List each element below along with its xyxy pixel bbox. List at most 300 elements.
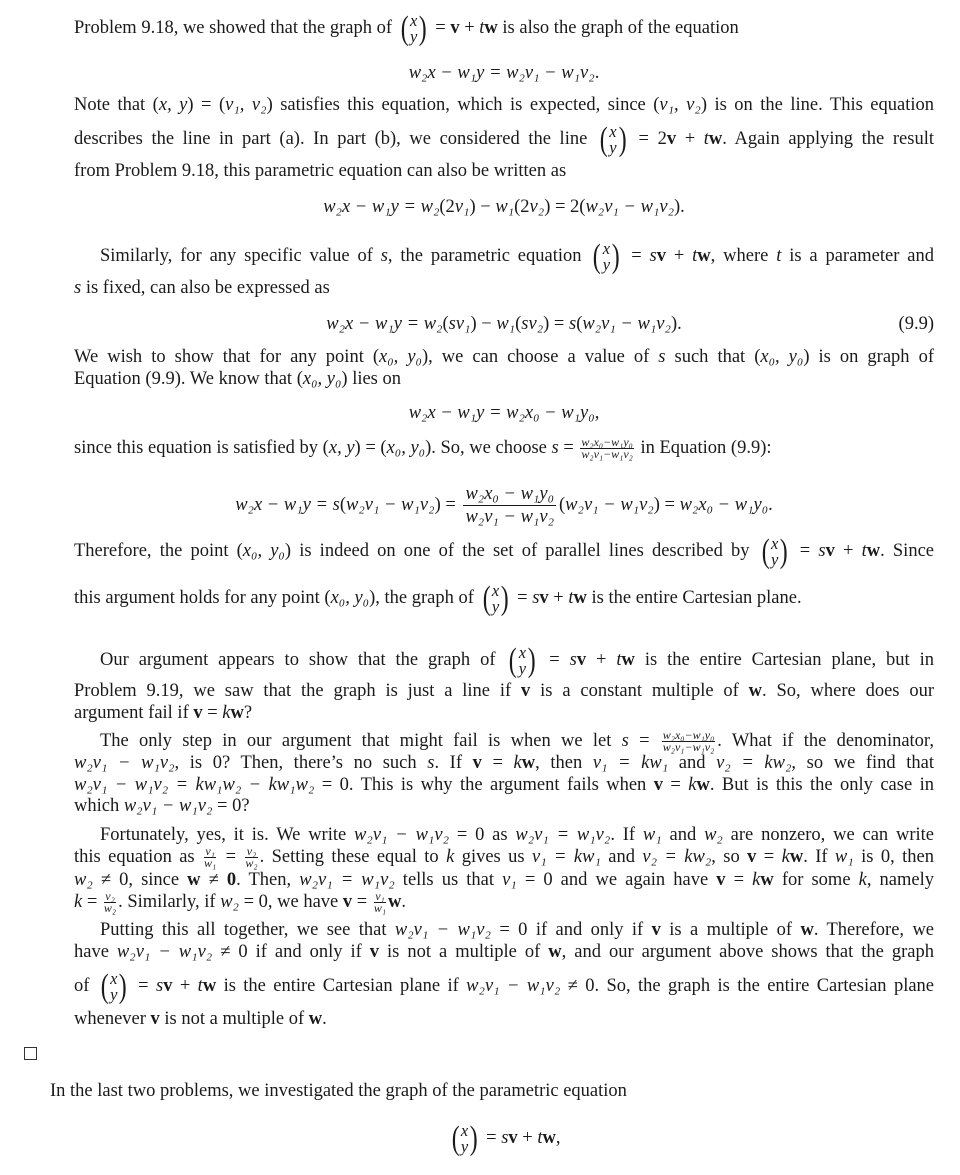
math-expression: w₂v₁ − w₁v₂ xyxy=(466,976,561,996)
text: = xyxy=(558,438,579,458)
math-expression: t xyxy=(537,1128,543,1148)
vector-entry: x xyxy=(491,580,500,600)
math-expression: w₂ xyxy=(220,892,239,912)
text: = 2 xyxy=(629,129,667,149)
math-expression: v₁ xyxy=(502,870,517,890)
math-expression: w₂v₁ − w₁v₂ xyxy=(74,753,175,773)
bold-vector: v xyxy=(163,976,173,996)
text: ) is on graph of xyxy=(803,347,934,367)
column-vector xyxy=(450,1119,480,1157)
text: in Equation (9.9): xyxy=(635,438,772,458)
math-expression: w₂v₁ − w₁v₂ xyxy=(585,197,675,217)
text-line xyxy=(74,1007,934,1031)
text-line xyxy=(74,751,934,775)
denominator: w₂v₁−w₁v₂ xyxy=(581,447,633,462)
text-line-content xyxy=(448,1119,561,1157)
text: = xyxy=(539,650,570,670)
text: . Since xyxy=(880,541,934,561)
text: ( xyxy=(442,314,449,334)
text-line xyxy=(74,483,934,527)
text: = xyxy=(628,731,660,751)
text: argument fail if xyxy=(74,703,194,723)
text: + xyxy=(665,246,693,266)
bold-vector: v xyxy=(539,588,549,608)
text-line xyxy=(74,436,934,460)
fraction xyxy=(463,483,556,528)
numerator: v₂ xyxy=(105,889,115,904)
text: . xyxy=(768,494,773,515)
equation-number: (9.9) xyxy=(898,314,934,334)
math-expression: t xyxy=(616,650,622,670)
text-line xyxy=(74,367,934,391)
fraction xyxy=(245,846,257,869)
text: is 0, then xyxy=(853,847,934,867)
bold-vector: w xyxy=(866,541,881,561)
text-line-content xyxy=(74,940,934,964)
text: ≠ xyxy=(200,870,227,890)
column-vector xyxy=(507,641,537,679)
bold-vector: v xyxy=(508,1128,518,1148)
text: = xyxy=(725,870,753,890)
text-line-content xyxy=(74,868,934,892)
vector-entry: y xyxy=(410,26,418,46)
text: is a parameter and xyxy=(781,246,934,266)
text: , so xyxy=(711,847,748,867)
math-expression: x₀, y₀ xyxy=(302,369,342,389)
text: ) = xyxy=(434,494,461,515)
text-line xyxy=(74,93,934,117)
text: ? xyxy=(243,703,253,723)
text: have xyxy=(74,942,117,962)
numerator: v₁ xyxy=(375,889,385,904)
left-paren: ( xyxy=(400,9,409,47)
text: ). xyxy=(670,314,682,334)
text-line xyxy=(74,61,934,85)
text: , where xyxy=(710,246,777,266)
vector-entry: y xyxy=(602,254,611,274)
text: tells us that xyxy=(394,870,503,890)
text: , xyxy=(594,403,600,423)
text: . xyxy=(401,892,407,912)
text-line-content xyxy=(74,890,406,914)
text: . So, where does our xyxy=(762,681,934,701)
text: We wish to show that for any point ( xyxy=(74,347,380,367)
right-paren: ) xyxy=(611,237,620,275)
vector-entries xyxy=(602,238,611,274)
text: . If xyxy=(434,753,473,773)
text: . Setting these equal to xyxy=(259,847,447,867)
bold-vector: w xyxy=(548,942,562,962)
math-expression: v₁ xyxy=(454,197,470,217)
text: and xyxy=(668,753,717,773)
text: = xyxy=(791,541,819,561)
text: = xyxy=(82,892,102,912)
vector-entries xyxy=(609,121,617,157)
bold-vector: v xyxy=(651,920,661,940)
text: is the entire Cartesian plane, but in xyxy=(634,650,934,670)
text: . If xyxy=(803,847,835,867)
text: is not a multiple of xyxy=(379,942,549,962)
denominator: w₂v₁ − w₁v₂ xyxy=(465,507,554,527)
text: = 0? xyxy=(212,796,250,816)
text-line-content xyxy=(50,1079,627,1103)
text-line xyxy=(74,195,934,219)
text: , the parametric equation xyxy=(387,246,590,266)
text: ≠ 0, since xyxy=(92,870,188,890)
text-line-content xyxy=(409,401,600,425)
left-paren: ( xyxy=(509,641,518,679)
bold-vector: w xyxy=(521,753,536,773)
text: ). So, we choose xyxy=(425,438,552,458)
math-expression: s xyxy=(74,278,82,298)
text: Fortunately, yes, it is. We write xyxy=(100,825,355,845)
text-line xyxy=(74,940,934,964)
text-line-content xyxy=(326,312,681,336)
text-line xyxy=(74,401,934,425)
text: Therefore, the point ( xyxy=(74,541,243,561)
text: and xyxy=(661,825,705,845)
math-expression: s xyxy=(621,731,629,751)
math-expression: t xyxy=(479,18,485,38)
bold-vector: w xyxy=(760,870,774,890)
math-expression: t xyxy=(197,976,203,996)
vector-entries xyxy=(460,1120,469,1156)
math-expression: w₂x − w₁y = w₂ xyxy=(326,314,443,334)
left-paren: ( xyxy=(100,967,109,1005)
math-expression: w₂x − w₁y = s xyxy=(235,494,340,515)
left-paren: ( xyxy=(593,237,602,275)
math-expression: x₀, y₀ xyxy=(386,438,426,458)
text: + xyxy=(517,1128,538,1148)
text-line-content xyxy=(235,483,773,528)
math-expression: w₂ xyxy=(704,825,723,845)
column-vector xyxy=(399,9,429,47)
column-vector xyxy=(99,967,129,1005)
denominator: w₂ xyxy=(245,856,258,871)
math-expression: w₂x − w₁y = w₂x₀ − w₁y₀ xyxy=(408,403,595,423)
text: are nonzero, we can write xyxy=(722,825,934,845)
text-line-content xyxy=(74,367,401,391)
math-expression: w₂v₁ − w₁v₂ xyxy=(123,796,213,816)
bold-vector: v xyxy=(747,847,757,867)
text-line xyxy=(74,729,934,753)
bold-vector: v xyxy=(450,18,460,38)
math-expression: w₂v₁ − w₁v₂ xyxy=(346,494,435,515)
text: ( xyxy=(576,314,583,334)
math-expression: w₂v₁ − w₁v₂ xyxy=(582,314,671,334)
bold-vector: v xyxy=(825,541,835,561)
text-line xyxy=(50,1079,910,1103)
vector-entry: x xyxy=(770,533,779,553)
text-line xyxy=(74,345,934,369)
text-line-content xyxy=(74,918,934,942)
text-line xyxy=(74,579,934,617)
math-expression: w₁ xyxy=(834,847,854,867)
text-line xyxy=(74,312,934,336)
math-expression: v₁ = kw₁ xyxy=(592,753,669,773)
bold-vector: v xyxy=(666,129,677,149)
math-expression: w₂v₁ − w₁v₂ xyxy=(565,494,654,515)
text-line-content xyxy=(74,579,802,617)
text-line xyxy=(74,679,934,703)
text: ), we can choose a value of xyxy=(421,347,659,367)
text: In the last two problems, we investigated the graph of the parametric equation xyxy=(50,1081,627,1101)
text: is not a multiple of xyxy=(159,1009,309,1029)
text-line-content xyxy=(74,436,772,460)
right-paren: ) xyxy=(469,1119,478,1157)
math-expression: w₂x − w₁y = w₂v₁ − w₁v₂ xyxy=(408,63,595,83)
math-expression: k xyxy=(858,870,867,890)
math-expression: v₂ = kw₂ xyxy=(642,847,712,867)
text-line xyxy=(74,159,934,183)
math-expression: s xyxy=(427,753,435,773)
text: of xyxy=(74,976,97,996)
bold-vector: w xyxy=(789,847,804,867)
math-expression: s xyxy=(501,1128,509,1148)
math-expression: w₂x − w₁y = w₂ xyxy=(323,197,440,217)
text: such that ( xyxy=(665,347,761,367)
bold-vector: w xyxy=(708,129,723,149)
text: = xyxy=(512,588,533,608)
text: ). xyxy=(674,197,685,217)
math-expression: t xyxy=(568,588,574,608)
text-line xyxy=(74,868,934,892)
text: ) − xyxy=(470,314,497,334)
vector-entry: x xyxy=(518,642,527,662)
text: Similarly, for any specific value of xyxy=(100,246,381,266)
text: , and our argument above shows that the graph xyxy=(561,942,934,962)
right-paren: ) xyxy=(419,9,427,47)
text: , xyxy=(555,1128,561,1148)
math-expression: v₁, v₂ xyxy=(659,95,701,115)
text: , then xyxy=(535,753,593,773)
text-line xyxy=(74,120,934,158)
math-expression: t xyxy=(703,129,709,149)
text: which xyxy=(74,796,124,816)
text-line xyxy=(74,794,934,818)
vector-entry: x xyxy=(602,238,611,258)
text: = xyxy=(202,703,223,723)
bold-vector: w xyxy=(388,892,402,912)
math-expression: w₂ xyxy=(74,870,93,890)
text: = 0. This is why the argument fails when xyxy=(314,775,654,795)
math-expression: k xyxy=(688,775,697,795)
text: Note that ( xyxy=(74,95,159,115)
bold-vector: v xyxy=(342,892,353,912)
text-line-content xyxy=(74,1007,327,1031)
math-expression: x₀, y₀ xyxy=(379,347,422,367)
text: ) = 2( xyxy=(544,197,586,217)
math-expression: s xyxy=(156,976,164,996)
vector-entry: x xyxy=(460,1120,469,1140)
math-expression: w₂v₁ − w₁v₂ = kw₁w₂ − kw₁w₂ xyxy=(74,775,315,795)
vector-entry: y xyxy=(460,1136,469,1156)
text: ) satisfies this equation, which is expected, since ( xyxy=(266,95,660,115)
text: for some xyxy=(773,870,859,890)
math-expression: s xyxy=(658,347,666,367)
text: ( xyxy=(339,494,347,515)
text-line-content xyxy=(74,276,330,300)
bold-vector: w xyxy=(542,1128,556,1148)
text-line xyxy=(74,1119,934,1157)
text: ) = xyxy=(653,494,680,515)
bold-vector: w xyxy=(484,18,498,38)
text: Problem 9.19, we saw that the graph is just a line if xyxy=(74,681,522,701)
text: is a constant multiple of xyxy=(530,681,749,701)
denominator: w₂v₁−w₁v₂ xyxy=(662,740,715,755)
text: describes the line in part (a). In part (b), we considered the line xyxy=(74,129,596,149)
math-expression: w₂x₀ − w₁y₀ xyxy=(679,494,769,515)
denominator: w₂ xyxy=(103,901,117,916)
vector-entry: x xyxy=(410,10,418,30)
bold-vector: w xyxy=(202,976,217,996)
math-expression: s xyxy=(551,438,559,458)
math-expression: v₁, v₂ xyxy=(225,95,267,115)
math-expression: w₂v₁ − w₁v₂ xyxy=(394,920,491,940)
text: Putting this all together, we see that xyxy=(100,920,395,940)
math-expression: k xyxy=(781,847,790,867)
text-line-content xyxy=(74,794,250,818)
math-expression: w₁ xyxy=(495,197,515,217)
text: (2 xyxy=(439,197,455,217)
text: = 0, we have xyxy=(238,892,343,912)
bold-vector: 0 xyxy=(226,870,237,890)
math-expression: x₀, y₀ xyxy=(330,588,370,608)
end-of-proof-box xyxy=(24,1047,37,1060)
vector-entries xyxy=(491,580,500,616)
text: + xyxy=(834,541,862,561)
math-expression: k xyxy=(513,753,522,773)
text-line-content xyxy=(74,93,934,117)
math-expression: k xyxy=(222,703,231,723)
math-expression: t xyxy=(861,541,867,561)
fraction xyxy=(662,730,715,753)
left-paren: ( xyxy=(451,1119,460,1157)
text: = xyxy=(662,775,689,795)
bold-vector: v xyxy=(521,681,531,701)
text: = xyxy=(623,246,650,266)
bold-vector: v xyxy=(472,753,482,773)
math-expression: sv₁ xyxy=(448,314,471,334)
bold-vector: v xyxy=(656,246,666,266)
text-line-content xyxy=(74,751,934,775)
text: + xyxy=(459,18,480,38)
math-expression: s xyxy=(532,588,540,608)
text: , namely xyxy=(866,870,934,890)
numerator: w₂x₀−w₁y₀ xyxy=(581,435,633,450)
right-paren: ) xyxy=(500,579,509,617)
vector-entry: y xyxy=(609,137,617,157)
text-line-content xyxy=(74,120,934,158)
math-expression: k xyxy=(74,892,83,912)
text-line-content xyxy=(74,641,934,679)
text: ) lies on xyxy=(341,369,402,389)
text: is fixed, can also be expressed as xyxy=(81,278,330,298)
text: = xyxy=(218,847,244,867)
vector-entry: x xyxy=(609,121,617,141)
numerator: w₂x₀−w₁y₀ xyxy=(662,728,715,743)
text-line-content xyxy=(74,679,934,703)
math-expression: t xyxy=(776,246,782,266)
text: this equation as xyxy=(74,847,203,867)
text-line xyxy=(74,701,934,725)
text: + xyxy=(586,650,617,670)
vector-entry: y xyxy=(770,549,779,569)
text: . Therefore, we xyxy=(813,920,935,940)
vector-entry: x xyxy=(110,968,118,988)
right-paren: ) xyxy=(618,120,627,158)
text-line-content xyxy=(74,159,566,183)
text: is the entire Cartesian plane if xyxy=(216,976,467,996)
math-expression: v₂ xyxy=(529,197,545,217)
text: . xyxy=(594,63,600,83)
math-expression: v₂ = kw₂ xyxy=(716,753,792,773)
denominator: w₁ xyxy=(204,856,217,871)
math-expression: sv₂ xyxy=(521,314,544,334)
text-line-content xyxy=(74,9,739,47)
text-line xyxy=(74,890,934,914)
text-line-content xyxy=(323,195,685,219)
left-paren: ( xyxy=(761,532,770,570)
text: Problem 9.18, we showed that the graph of xyxy=(74,18,397,38)
text: = xyxy=(756,847,782,867)
text-line xyxy=(74,918,934,942)
text: = xyxy=(481,753,514,773)
numerator: v₁ xyxy=(205,844,215,859)
bold-vector: w xyxy=(621,650,635,670)
column-vector xyxy=(481,579,511,617)
text: . What if the denominator, xyxy=(717,731,934,751)
math-expression: w₂v₁ − w₁v₂ xyxy=(354,825,449,845)
text: from Problem 9.18, this parametric equation can also be written as xyxy=(74,161,567,181)
text: is also the graph of the equation xyxy=(497,18,739,38)
text-line-content xyxy=(74,237,934,275)
text: , is 0? Then, there’s no such xyxy=(174,753,428,773)
text: . Then, xyxy=(236,870,300,890)
vector-entries xyxy=(770,533,779,569)
text-line xyxy=(74,967,935,1005)
fraction xyxy=(580,437,633,460)
bold-vector: v xyxy=(193,703,203,723)
math-expression: w₂v₁ = w₁v₂ xyxy=(299,870,395,890)
text: + xyxy=(548,588,569,608)
bold-vector: w xyxy=(573,588,587,608)
bold-vector: w xyxy=(748,681,763,701)
math-expression: x₀, y₀ xyxy=(242,541,285,561)
text: ≠ 0 if and only if xyxy=(212,942,370,962)
text: = xyxy=(481,1128,502,1148)
math-expression: x₀, y₀ xyxy=(760,347,804,367)
text: = 0 if and only if xyxy=(490,920,652,940)
bold-vector: w xyxy=(697,246,711,266)
text: is the entire Cartesian plane. xyxy=(586,588,802,608)
bold-vector: v xyxy=(576,650,587,670)
text: + xyxy=(676,129,704,149)
text-line xyxy=(74,641,934,679)
denominator: w₁ xyxy=(373,901,387,916)
text: Equation (9.9). We know that ( xyxy=(74,369,303,389)
text: ) = xyxy=(543,314,569,334)
text: ) is on the line. This equation xyxy=(700,95,934,115)
numerator: w₂x₀ − w₁y₀ xyxy=(465,484,554,504)
math-expression: t xyxy=(692,246,698,266)
text-line-content xyxy=(74,345,934,369)
text-line-content xyxy=(74,532,934,570)
text: whenever xyxy=(74,1009,151,1029)
text: = 0 as xyxy=(449,825,516,845)
math-expression: k xyxy=(446,847,455,867)
text: Our argument appears to show that the graph of xyxy=(100,650,506,670)
